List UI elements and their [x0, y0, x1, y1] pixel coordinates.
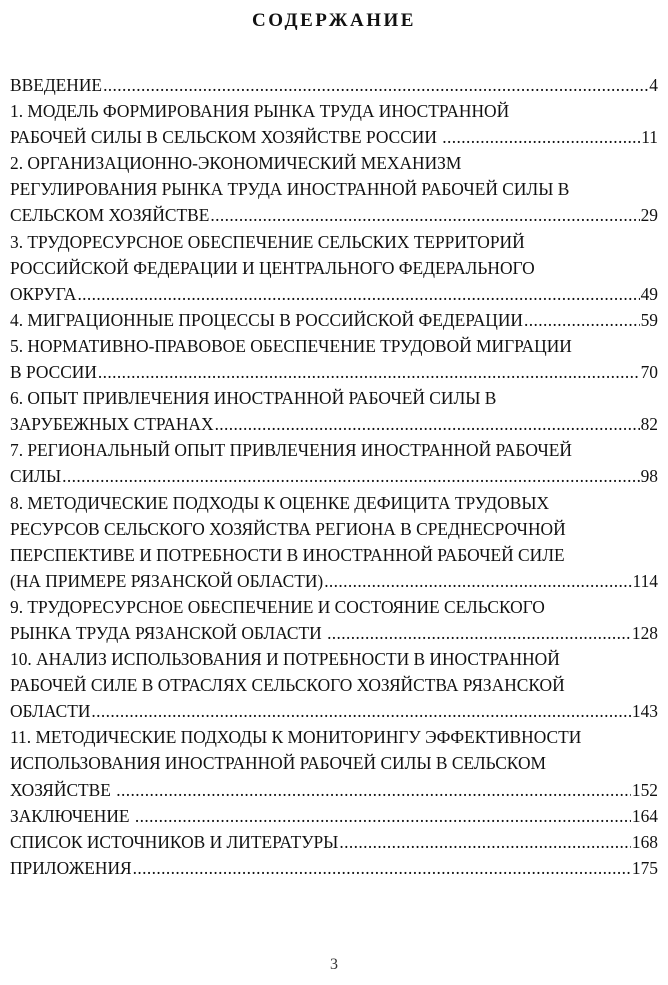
toc-entry-final-line	[10, 307, 658, 333]
toc-entry[interactable]	[10, 72, 658, 98]
toc-entry-final-line	[10, 620, 658, 646]
dot-leader	[91, 698, 631, 724]
toc-entry[interactable]	[10, 307, 658, 333]
toc-entry-final-line	[10, 124, 658, 150]
toc-page-number: 11	[641, 127, 658, 148]
toc-entry-final-line	[10, 568, 658, 594]
toc-entry-final-line	[10, 202, 658, 228]
toc-entry-title: ВВЕДЕНИЕ	[10, 75, 103, 95]
toc-entry-line: 2. ОРГАНИЗАЦИОННО-ЭКОНОМИЧЕСКИЙ МЕХАНИЗМ	[10, 153, 462, 174]
toc-page-number: 49	[640, 283, 658, 304]
toc-entry-title: ЗАРУБЕЖНЫХ СТРАНАХ	[10, 414, 214, 435]
toc-page-number: 143	[631, 701, 658, 722]
dot-leader	[524, 307, 640, 333]
dot-leader	[324, 568, 631, 594]
toc-entry-title: СПИСОК ИСТОЧНИКОВ И ЛИТЕРАТУРЫ	[10, 831, 339, 852]
toc-entry-final-line	[10, 829, 658, 855]
toc-entry-final-line	[10, 777, 658, 803]
toc-page-number: 128	[631, 622, 658, 643]
toc-entry-final-line	[10, 698, 658, 724]
toc-entry-line: 6. ОПЫТ ПРИВЛЕЧЕНИЯ ИНОСТРАННОЙ РАБОЧЕЙ СИЛЫ В	[10, 388, 497, 409]
toc-page-number: 59	[640, 309, 658, 330]
toc-entry-final-line	[10, 855, 658, 881]
toc-entry-line: ИСПОЛЬЗОВАНИЯ ИНОСТРАННОЙ РАБОЧЕЙ СИЛЫ В СЕЛЬСКОМ	[10, 753, 546, 774]
toc-entry-line: 9. ТРУДОРЕСУРСНОЕ ОБЕСПЕЧЕНИЕ И СОСТОЯНИЕ СЕЛЬСКОГО	[10, 596, 545, 617]
dot-leader	[133, 855, 631, 881]
toc-entry-line: РЕГУЛИРОВАНИЯ РЫНКА ТРУДА ИНОСТРАННОЙ РАБОЧЕЙ СИЛЫ В	[10, 179, 570, 200]
toc-entry-title: СЕЛЬСКОМ ХОЗЯЙСТВЕ	[10, 205, 210, 226]
toc-entry[interactable]	[10, 829, 658, 855]
dot-leader	[210, 202, 639, 228]
page-title: СОДЕРЖАНИЕ	[252, 10, 416, 31]
toc-page-number: 168	[631, 831, 658, 852]
toc-entry-title: 4. МИГРАЦИОННЫЕ ПРОЦЕССЫ В РОССИЙСКОЙ ФЕДЕРАЦИИ	[10, 309, 523, 330]
dot-leader	[77, 281, 639, 307]
toc-entry-title: ПРИЛОЖЕНИЯ	[10, 857, 132, 878]
toc-entry[interactable]	[10, 333, 658, 385]
toc-entry-title: РАБОЧЕЙ СИЛЫ В СЕЛЬСКОМ ХОЗЯЙСТВЕ РОССИИ	[10, 127, 442, 148]
toc-entry-final-line	[10, 411, 658, 437]
dot-leader	[62, 463, 639, 489]
toc-entry-line: 8. МЕТОДИЧЕСКИЕ ПОДХОДЫ К ОЦЕНКЕ ДЕФИЦИТА ТРУДОВЫХ	[10, 492, 550, 513]
dot-leader	[135, 803, 631, 829]
toc-entry-line: 1. МОДЕЛЬ ФОРМИРОВАНИЯ РЫНКА ТРУДА ИНОСТРАННОЙ	[10, 101, 510, 122]
toc-page-number: 114	[632, 570, 658, 591]
dot-leader	[103, 72, 648, 98]
toc-page-number: 175	[631, 857, 658, 878]
toc-entry-line: 3. ТРУДОРЕСУРСНОЕ ОБЕСПЕЧЕНИЕ СЕЛЬСКИХ ТЕРРИТОРИЙ	[10, 231, 525, 252]
dot-leader	[215, 411, 640, 437]
toc-entry-final-line	[10, 359, 658, 385]
toc-entry-title: РЫНКА ТРУДА РЯЗАНСКОЙ ОБЛАСТИ	[10, 622, 327, 643]
table-of-contents	[10, 72, 658, 881]
toc-entry-title: ЗАКЛЮЧЕНИЕ	[10, 805, 134, 826]
dot-leader	[98, 359, 640, 385]
toc-entry[interactable]	[10, 646, 658, 724]
toc-entry[interactable]	[10, 385, 658, 437]
toc-entry-line: РАБОЧЕЙ СИЛЕ В ОТРАСЛЯХ СЕЛЬСКОГО ХОЗЯЙСТВА РЯЗАНСКОЙ	[10, 675, 565, 696]
toc-entry-line: 10. АНАЛИЗ ИСПОЛЬЗОВАНИЯ И ПОТРЕБНОСТИ В ИНОСТРАННОЙ	[10, 649, 560, 670]
toc-entry-title: В РОССИИ	[10, 362, 97, 383]
toc-page-number: 29	[640, 205, 658, 226]
toc-entry-final-line	[10, 281, 658, 307]
toc-entry[interactable]	[10, 150, 658, 228]
dot-leader	[327, 620, 631, 646]
dot-leader	[442, 124, 640, 150]
dot-leader	[116, 777, 631, 803]
toc-entry[interactable]	[10, 437, 658, 489]
toc-entry-line: 5. НОРМАТИВНО-ПРАВОВОЕ ОБЕСПЕЧЕНИЕ ТРУДОВОЙ МИГРАЦИИ	[10, 335, 572, 356]
toc-entry[interactable]	[10, 98, 658, 150]
toc-entry-line: 11. МЕТОДИЧЕСКИЕ ПОДХОДЫ К МОНИТОРИНГУ ЭФФЕКТИВНОСТИ	[10, 727, 582, 748]
toc-entry[interactable]	[10, 803, 658, 829]
toc-entry-title: ХОЗЯЙСТВЕ	[10, 779, 116, 800]
toc-page-number: 152	[631, 779, 658, 800]
toc-entry-final-line	[10, 463, 658, 489]
toc-entry-line: ПЕРСПЕКТИВЕ И ПОТРЕБНОСТИ В ИНОСТРАННОЙ РАБОЧЕЙ СИЛЕ	[10, 544, 565, 565]
toc-entry[interactable]	[10, 855, 658, 881]
toc-entry-title: ОБЛАСТИ	[10, 701, 91, 722]
toc-entry-title: (НА ПРИМЕРЕ РЯЗАНСКОЙ ОБЛАСТИ)	[10, 570, 324, 591]
toc-entry-line: 7. РЕГИОНАЛЬНЫЙ ОПЫТ ПРИВЛЕЧЕНИЯ ИНОСТРАННОЙ РАБОЧЕЙ	[10, 440, 572, 461]
toc-entry-title: ОКРУГА	[10, 283, 77, 304]
toc-entry-line: РЕСУРСОВ СЕЛЬСКОГО ХОЗЯЙСТВА РЕГИОНА В СРЕДНЕСРОЧНОЙ	[10, 518, 566, 539]
toc-page-number: 98	[640, 466, 658, 487]
dot-leader	[339, 829, 631, 855]
toc-page-number: 4	[649, 75, 658, 95]
toc-entry-title: СИЛЫ	[10, 466, 62, 487]
toc-entry[interactable]	[10, 490, 658, 594]
toc-page-number: 82	[640, 414, 658, 435]
toc-entry-line: РОССИЙСКОЙ ФЕДЕРАЦИИ И ЦЕНТРАЛЬНОГО ФЕДЕРАЛЬНОГО	[10, 257, 535, 278]
toc-entry[interactable]	[10, 229, 658, 307]
toc-entry[interactable]	[10, 724, 658, 802]
toc-entry-final-line	[10, 72, 658, 98]
page-number: 3	[330, 956, 338, 973]
toc-entry-final-line	[10, 803, 658, 829]
toc-page-number: 164	[631, 805, 658, 826]
toc-entry[interactable]	[10, 594, 658, 646]
toc-page-number: 70	[640, 362, 658, 383]
